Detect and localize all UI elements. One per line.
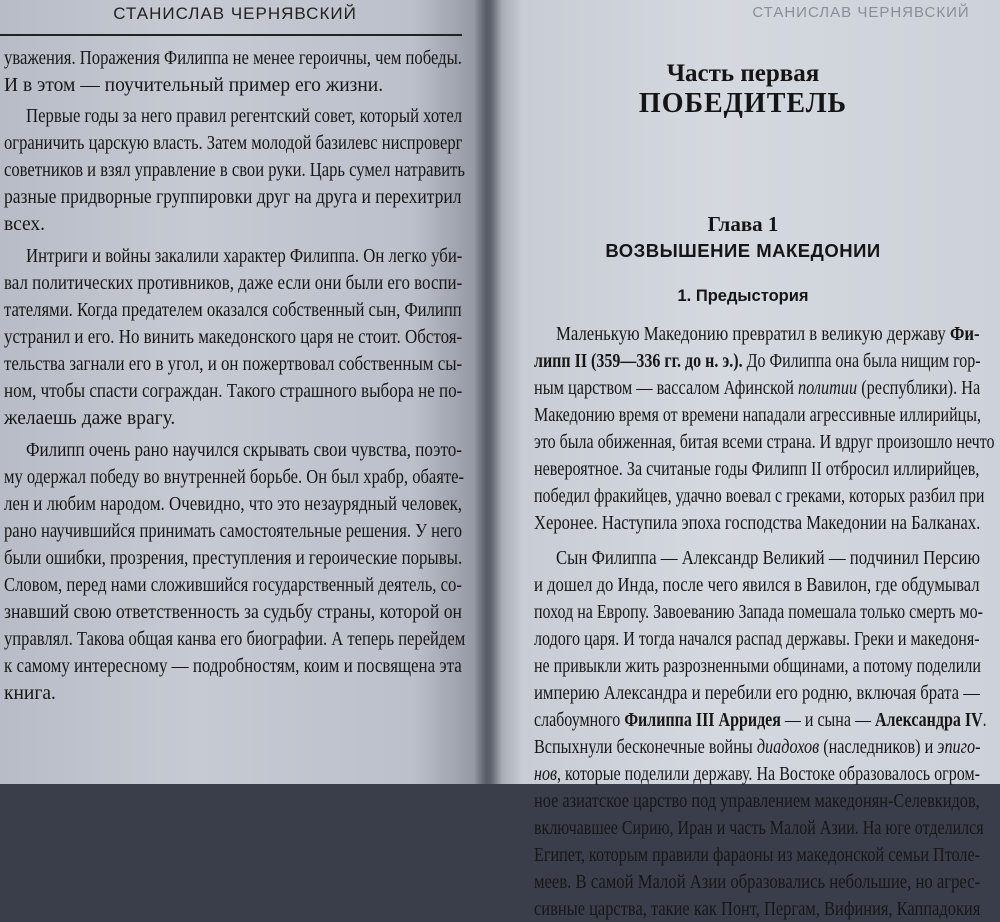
text-line: знавший свою ответственность за судьбу страны, которой он <box>4 602 462 623</box>
text-line <box>534 816 984 841</box>
text-run: включавшее Сирию, Иран и часть Малой Азии. На юге отделился <box>534 818 984 839</box>
text-run: ное азиатское царство под управлением македонян-Селевкидов, <box>534 791 980 812</box>
text-run: сивные царства, такие как Понт, Пергам, Вифиния, Каппадокия <box>534 899 981 920</box>
text-line: всех. <box>4 214 46 235</box>
text-line <box>534 484 985 509</box>
text-line <box>534 789 980 814</box>
text-line <box>534 897 980 922</box>
text-run: До Филиппа она была нищим гор- <box>742 351 981 372</box>
bold-text: Филиппа III Арридея <box>624 710 781 731</box>
text-run: Египет, которым правили фараоны из македонской семьи Птоле- <box>534 845 981 866</box>
part-label: Часть первая <box>666 60 820 87</box>
text-line: уважения. Поражения Филиппа не менее героичны, чем победы. <box>4 48 462 69</box>
text-run: лодого царя. И тогда начался распад державы. Греки и македоня- <box>534 629 980 650</box>
text-run: Вспыхнули бесконечные войны <box>534 737 757 758</box>
text-run: невероятное. За считаные годы Филипп II отбросил иллирийцев, <box>534 459 980 480</box>
text-run: это была обиженная, битая всеми страна. И вдруг произошло нечто <box>534 432 995 453</box>
text-line <box>534 403 981 428</box>
text-line: Словом, перед нами сложившийся государственный деятель, со- <box>4 575 462 596</box>
text-line <box>534 735 980 760</box>
text-run: Херонее. Наступила эпоха господства Македонии на Балканах. <box>534 513 981 534</box>
header-rule <box>0 34 462 36</box>
text-run: поход на Европу. Завоеванию Запада помешала только смерть мо- <box>534 602 983 623</box>
text-run: империю Александра и перебили его родню, включая брата — <box>534 683 980 704</box>
text-line <box>534 627 980 652</box>
text-line: Интриги и войны закалили характер Филиппа. Он легко уби- <box>26 246 463 267</box>
text-line: ограничить царскую власть. Затем молодой базилевс ниспроверг <box>4 133 463 154</box>
running-head-faint: СТАНИСЛАВ ЧЕРНЯВСКИЙ <box>752 4 970 21</box>
text-line <box>534 457 979 482</box>
text-line: Первые годы за него правил регентский совет, который хотел <box>26 106 463 127</box>
text-line: разные придворные группировки друг на друга и перехитрил <box>4 187 462 208</box>
text-line <box>534 708 987 733</box>
text-line: ном, чтобы спасти сограждан. Такого страшного выбора не по- <box>4 381 463 402</box>
text-line: управлял. Такова общая канва его биографии. А теперь перейдем <box>4 629 466 650</box>
text-run: . <box>982 710 987 731</box>
text-run: не привыкли жить разрозненными общинами, а потому поделили <box>534 656 981 677</box>
text-line: рано научившийся принимать самостоятельные решения. У него <box>4 521 463 542</box>
text-line: И в этом — поучительный пример его жизни. <box>4 75 384 96</box>
text-line: му одержал победу во внутренней борьбе. Он был храбр, обаяте- <box>4 467 465 488</box>
text-line: советников и взял управление в свои руки. Царь сумел натравить <box>4 160 465 181</box>
running-head: СТАНИСЛАВ ЧЕРНЯВСКИЙ <box>113 4 357 23</box>
text-line: желаешь даже врагу. <box>4 408 176 429</box>
text-line: Филипп очень рано научился скрывать свои чувства, поэто- <box>26 440 462 461</box>
text-line <box>534 600 983 625</box>
text-line <box>534 762 980 787</box>
right-page <box>486 0 1000 920</box>
italic-text: эпиго- <box>937 737 981 758</box>
text-run: меев. В самой Малой Азии образовались небольшие, но агрес- <box>534 872 981 893</box>
text-line <box>534 511 980 536</box>
text-line: тельства загнали его в угол, и он пожертвовал собственным сы- <box>4 354 463 375</box>
text-run: победил фракийцев, удачно воевал с греками, которых разбил при <box>534 486 985 507</box>
text-line <box>534 376 980 401</box>
bold-text: Фи- <box>949 324 980 345</box>
text-run: слабоумного <box>534 710 625 731</box>
book-part-title: ПОБЕДИТЕЛЬ <box>638 88 848 119</box>
bold-text: Александра IV <box>874 710 983 731</box>
text-line: книга. <box>4 683 56 704</box>
text-run: Сын Филиппа — Александр Великий — подчинил Персию <box>556 548 981 569</box>
text-run: (наследников) и <box>819 737 938 758</box>
book-gutter <box>474 0 502 784</box>
text-line: были ошибки, прозрения, преступления и героические порывы. <box>4 548 463 569</box>
text-line <box>534 573 980 598</box>
text-line: лен и любим народом. Очевидно, что это незаурядный человек, <box>4 494 463 515</box>
left-page <box>0 0 486 784</box>
text-run: — и сына — <box>780 710 875 731</box>
bold-text: липп II (359—336 гг. до н. э.). <box>534 351 743 372</box>
text-line <box>534 870 980 895</box>
text-line: тателями. Когда предателем оказался собственный сын, Филипп <box>4 300 462 321</box>
text-line <box>534 843 980 868</box>
text-line: к самому интересному — подробностям, коим и посвящена эта <box>4 656 462 677</box>
text-line: устранил и его. Но винить македонского царя не стоит. Обстоя- <box>4 327 463 348</box>
chapter-label: Глава 1 <box>707 212 779 236</box>
text-line <box>534 349 981 374</box>
text-line <box>534 654 981 679</box>
italic-text: нов <box>534 764 557 785</box>
section-title: 1. Предыстория <box>677 287 809 305</box>
text-run: Македонию время от времени нападали агрессивные иллирийцы, <box>534 405 981 426</box>
text-line <box>534 430 994 455</box>
text-line <box>534 681 980 706</box>
text-run: ным царством — вассалом Афинской <box>534 378 799 399</box>
text-line: вал политических противников, даже если они были его воспи- <box>4 273 463 294</box>
chapter-title: ВОЗВЫШЕНИЕ МАКЕДОНИИ <box>605 240 881 261</box>
text-line <box>556 322 980 347</box>
text-run: Маленькую Македонию превратил в великую державу <box>556 324 950 345</box>
text-run: , которые поделили державу. На Востоке образовалось огром- <box>556 764 981 785</box>
text-line <box>556 546 980 571</box>
italic-text: диадохов <box>756 737 820 758</box>
text-run: (республики). На <box>857 378 981 399</box>
text-run: и дошел до Инда, после чего явился в Вавилон, где обдумывал <box>534 575 980 596</box>
italic-text: политии <box>798 378 858 399</box>
